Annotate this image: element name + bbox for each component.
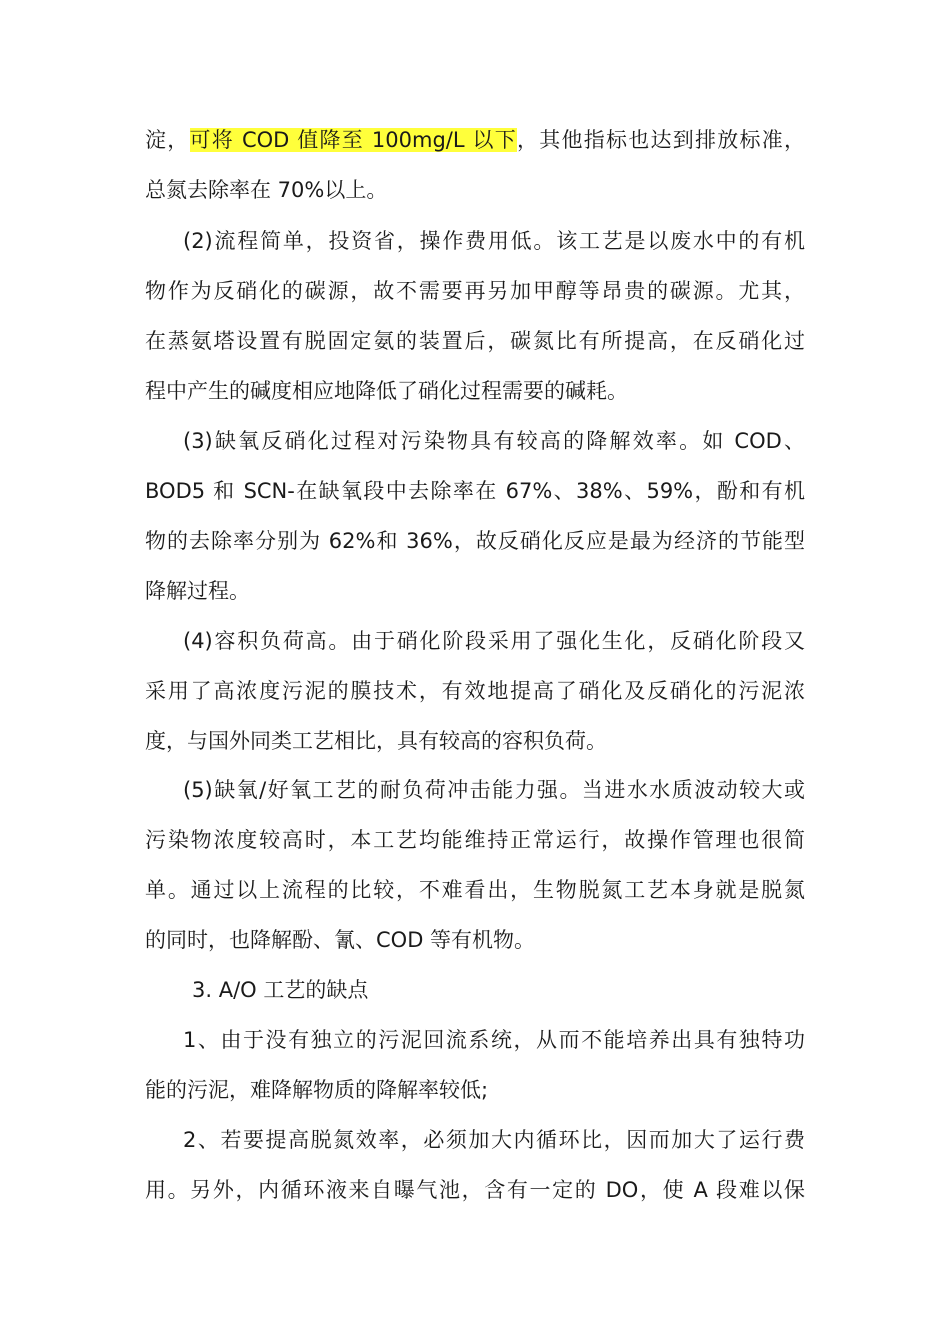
text-span: ，其他指标也达到排放标准， <box>517 128 806 152</box>
paragraph-line: 的同时，也降解酚、氰、COD 等有机物。 <box>145 928 536 952</box>
paragraph-line: 能的污泥，难降解物质的降解率较低; <box>145 1078 489 1102</box>
paragraph-line: 物作为反硝化的碳源，故不需要再另加甲醇等昂贵的碳源。尤其， <box>145 279 805 303</box>
paragraph-line <box>145 125 805 155</box>
paragraph-line: BOD5 和 SCN-在缺氧段中去除率在 67%、38%、59%，酚和有机 <box>145 479 805 503</box>
paragraph-line: (4)容积负荷高。由于硝化阶段采用了强化生化，反硝化阶段又 <box>183 629 805 653</box>
paragraph-line: 在蒸氨塔设置有脱固定氨的装置后，碳氮比有所提高，在反硝化过 <box>145 329 805 353</box>
section-heading: 3. A/O 工艺的缺点 <box>192 978 369 1002</box>
highlighted-text: 可将 COD 值降至 100mg/L 以下 <box>189 128 517 152</box>
text-span: 淀， <box>145 128 190 152</box>
paragraph-line: (2)流程简单，投资省，操作费用低。该工艺是以废水中的有机 <box>183 229 805 253</box>
paragraph-line: 用。另外，内循环液来自曝气池，含有一定的 DO，使 A 段难以保 <box>145 1178 805 1202</box>
paragraph-line: 1、由于没有独立的污泥回流系统，从而不能培养出具有独特功 <box>183 1028 805 1052</box>
paragraph-line: 污染物浓度较高时，本工艺均能维持正常运行，故操作管理也很简 <box>145 828 805 852</box>
paragraph-line: (5)缺氧/好氧工艺的耐负荷冲击能力强。当进水水质波动较大或 <box>183 778 805 802</box>
paragraph-line: (3)缺氧反硝化过程对污染物具有较高的降解效率。如 COD、 <box>183 429 805 453</box>
paragraph-line: 度，与国外同类工艺相比，具有较高的容积负荷。 <box>145 729 607 753</box>
paragraph-line: 总氮去除率在 70%以上。 <box>145 178 388 202</box>
paragraph-line: 采用了高浓度污泥的膜技术，有效地提高了硝化及反硝化的污泥浓 <box>145 679 805 703</box>
paragraph-line: 2、若要提高脱氮效率，必须加大内循环比，因而加大了运行费 <box>183 1128 805 1152</box>
paragraph-line: 程中产生的碱度相应地降低了硝化过程需要的碱耗。 <box>145 379 628 403</box>
paragraph-line: 单。通过以上流程的比较，不难看出，生物脱氮工艺本身就是脱氮 <box>145 878 805 902</box>
paragraph-line: 降解过程。 <box>145 579 250 603</box>
paragraph-line: 物的去除率分别为 62%和 36%，故反硝化反应是最为经济的节能型 <box>145 529 805 553</box>
